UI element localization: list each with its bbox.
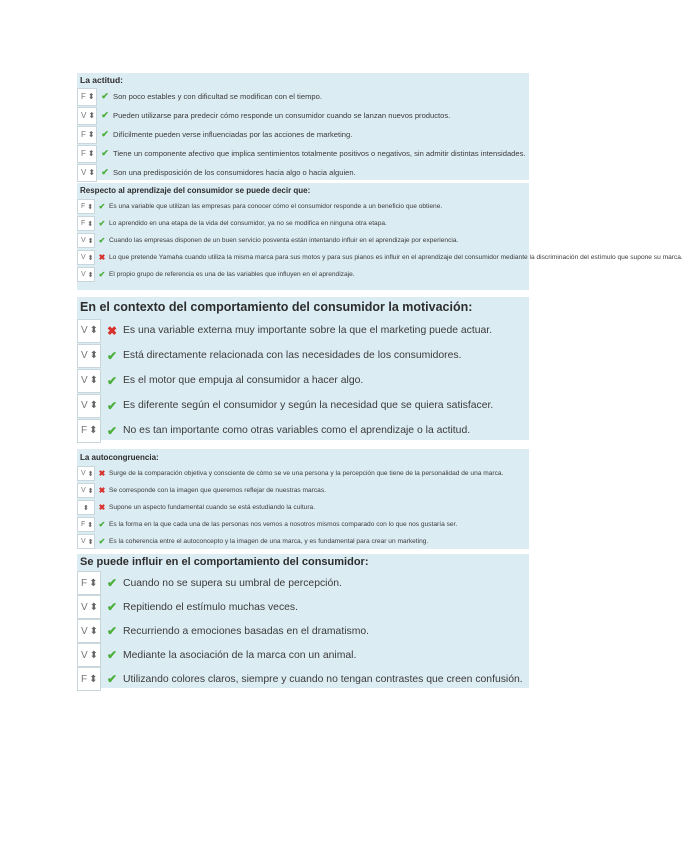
answer-row bbox=[77, 87, 529, 106]
select-value: V bbox=[81, 487, 86, 494]
answer-row bbox=[77, 643, 529, 667]
select-value: F bbox=[81, 577, 88, 589]
select-arrows-icon: ⬍ bbox=[88, 111, 96, 120]
select-arrows-icon: ⬍ bbox=[89, 350, 99, 361]
answer-list bbox=[77, 87, 529, 182]
answer-text: Cuando no se supera su umbral de percepción. bbox=[123, 577, 342, 589]
true-false-select[interactable] bbox=[77, 419, 101, 443]
answer-row bbox=[77, 418, 529, 443]
question-block-autocongruencia bbox=[77, 449, 529, 549]
select-value: V bbox=[81, 168, 87, 177]
answer-row bbox=[77, 215, 529, 232]
true-false-select[interactable] bbox=[77, 595, 101, 619]
answer-text: Tiene un componente afectivo que implica sentimientos totalmente positivos o negativos, sin admitir distintas intensidades. bbox=[113, 149, 526, 158]
answer-list bbox=[77, 318, 529, 443]
check-icon: ✔ bbox=[101, 148, 109, 158]
answer-list bbox=[77, 465, 529, 550]
question-title: Se puede influir en el comportamiento del consumidor: bbox=[80, 556, 369, 568]
question-block-influir bbox=[77, 554, 529, 688]
check-icon: ✔ bbox=[101, 129, 109, 139]
answer-list bbox=[77, 198, 683, 283]
question-title: La actitud: bbox=[80, 75, 123, 85]
check-icon: ✔ bbox=[98, 520, 106, 529]
answer-text: Difícilmente pueden verse influenciadas por las acciones de marketing. bbox=[113, 130, 353, 139]
answer-text: Es una variable que utilizan las empresas para conocer cómo el consumidor responde a un beneficio que obtiene. bbox=[109, 203, 443, 210]
true-false-select[interactable] bbox=[77, 344, 101, 368]
select-value: F bbox=[81, 203, 86, 210]
answer-row bbox=[77, 393, 529, 418]
true-false-select[interactable] bbox=[77, 126, 97, 144]
question-block-aprendizaje bbox=[77, 183, 683, 290]
true-false-select[interactable] bbox=[77, 571, 101, 595]
answer-text: Lo que pretende Yamaha cuando utiliza la misma marca para sus motos y para sus pianos es influir en el aprendizaje del consumidor mediante la discriminación del estímulo que supone su marca. bbox=[109, 254, 683, 261]
check-icon: ✔ bbox=[101, 110, 109, 120]
cross-icon: ✖ bbox=[98, 486, 106, 495]
answer-text: Es la coherencia entre el autoconcepto y la imagen de una marca, y es fundamental para crear un marketing. bbox=[109, 538, 429, 545]
true-false-select[interactable] bbox=[77, 619, 101, 643]
answer-text: El propio grupo de referencia es una de las variables que influyen en el aprendizaje. bbox=[109, 271, 355, 278]
answer-row bbox=[77, 619, 529, 643]
answer-text: No es tan importante como otras variables como el aprendizaje o la actitud. bbox=[123, 425, 471, 436]
check-icon: ✔ bbox=[106, 624, 118, 638]
answer-text: Mediante la asociación de la marca con un animal. bbox=[123, 649, 357, 661]
answer-text: Repitiendo el estímulo muchas veces. bbox=[123, 601, 298, 613]
answer-text: Recurriendo a emociones basadas en el dramatismo. bbox=[123, 625, 370, 637]
answer-text: Es la forma en la que cada una de las personas nos vemos a nosotros mismos comparado con lo que nos gustaría ser. bbox=[109, 521, 458, 528]
answer-row bbox=[77, 533, 529, 550]
question-title: La autocongruencia: bbox=[80, 453, 159, 462]
answer-row bbox=[77, 125, 529, 144]
select-arrows-icon: ⬍ bbox=[87, 271, 94, 279]
check-icon: ✔ bbox=[98, 236, 106, 245]
select-arrows-icon: ⬍ bbox=[87, 203, 94, 211]
check-icon: ✔ bbox=[106, 373, 118, 388]
true-false-select[interactable] bbox=[77, 233, 95, 248]
answer-text: Es el motor que empuja al consumidor a hacer algo. bbox=[123, 375, 364, 386]
check-icon: ✔ bbox=[98, 537, 106, 546]
check-icon: ✔ bbox=[98, 270, 106, 279]
answer-row bbox=[77, 249, 683, 266]
check-icon: ✔ bbox=[98, 202, 106, 211]
answer-text: Se corresponde con la imagen que queremos reflejar de nuestras marcas. bbox=[109, 487, 326, 494]
select-arrows-icon: ⬍ bbox=[87, 487, 94, 495]
true-false-select[interactable] bbox=[77, 88, 97, 106]
answer-row bbox=[77, 144, 529, 163]
select-value: V bbox=[81, 601, 88, 613]
cross-icon: ✖ bbox=[98, 253, 106, 262]
answer-row bbox=[77, 106, 529, 125]
select-arrows-icon: ⬍ bbox=[87, 149, 95, 158]
true-false-select[interactable] bbox=[77, 667, 101, 691]
select-arrows-icon: ⬍ bbox=[89, 375, 99, 386]
select-value: V bbox=[81, 400, 88, 411]
check-icon: ✔ bbox=[106, 576, 118, 590]
true-false-select[interactable] bbox=[77, 534, 95, 549]
select-arrows-icon: ⬍ bbox=[89, 577, 98, 589]
select-value: F bbox=[81, 130, 86, 139]
select-arrows-icon: ⬍ bbox=[83, 504, 89, 512]
true-false-select[interactable] bbox=[77, 145, 97, 163]
true-false-select[interactable] bbox=[77, 483, 95, 498]
true-false-select[interactable] bbox=[77, 369, 101, 393]
true-false-select[interactable] bbox=[77, 394, 101, 418]
answer-text: Pueden utilizarse para predecir cómo responde un consumidor cuando se lanzan nuevos productos. bbox=[113, 111, 451, 120]
answer-row bbox=[77, 232, 529, 249]
answer-text: Es diferente según el consumidor y según la necesidad que se quiera satisfacer. bbox=[123, 400, 494, 411]
answer-text: Lo aprendido en una etapa de la vida del consumidor, ya no se modifica en ninguna otra etapa. bbox=[109, 220, 387, 227]
answer-row bbox=[77, 667, 529, 691]
answer-row bbox=[77, 465, 529, 482]
true-false-select[interactable] bbox=[77, 517, 95, 532]
answer-row bbox=[77, 198, 529, 215]
select-arrows-icon: ⬍ bbox=[87, 237, 94, 245]
answer-row bbox=[77, 499, 529, 516]
answer-text: Supone un aspecto fundamental cuando se está estudiando la cultura. bbox=[109, 504, 316, 511]
select-arrows-icon: ⬍ bbox=[89, 625, 99, 637]
question-title: En el contexto del comportamiento del consumidor la motivación: bbox=[80, 300, 473, 314]
true-false-select[interactable] bbox=[77, 500, 95, 515]
true-false-select[interactable] bbox=[77, 250, 95, 265]
select-arrows-icon: ⬍ bbox=[87, 254, 94, 262]
select-value: V bbox=[81, 111, 87, 120]
check-icon: ✔ bbox=[106, 398, 118, 413]
select-value: V bbox=[81, 254, 86, 261]
select-arrows-icon: ⬍ bbox=[87, 538, 94, 546]
answer-text: Son una predisposición de los consumidores hacia algo o hacia alguien. bbox=[113, 168, 356, 177]
select-value: F bbox=[81, 149, 86, 158]
check-icon: ✔ bbox=[106, 348, 118, 363]
question-block-actitud bbox=[77, 73, 529, 180]
select-arrows-icon: ⬍ bbox=[87, 130, 95, 139]
true-false-select[interactable] bbox=[77, 107, 97, 125]
check-icon: ✔ bbox=[98, 219, 106, 228]
check-icon: ✔ bbox=[106, 648, 118, 662]
answer-row bbox=[77, 343, 529, 368]
check-icon: ✔ bbox=[106, 423, 118, 438]
check-icon: ✔ bbox=[101, 91, 109, 101]
answer-row bbox=[77, 571, 529, 595]
cross-icon: ✖ bbox=[106, 323, 118, 338]
select-arrows-icon: ⬍ bbox=[87, 470, 94, 478]
true-false-select[interactable] bbox=[77, 466, 95, 481]
select-value: V bbox=[81, 538, 86, 545]
question-title: Respecto al aprendizaje del consumidor se puede decir que: bbox=[80, 186, 311, 195]
true-false-select[interactable] bbox=[77, 164, 97, 182]
select-value: F bbox=[81, 425, 88, 436]
select-value: V bbox=[81, 350, 88, 361]
cross-icon: ✖ bbox=[98, 469, 106, 478]
answer-row bbox=[77, 482, 529, 499]
answer-text: Está directamente relacionada con las necesidades de los consumidores. bbox=[123, 350, 462, 361]
answer-row bbox=[77, 163, 529, 182]
select-value: V bbox=[81, 470, 86, 477]
question-block-motivacion bbox=[77, 297, 529, 440]
answer-text: Cuando las empresas disponen de un buen servicio posventa están intentando influir en el aprendizaje por experiencia. bbox=[109, 237, 459, 244]
select-value: F bbox=[81, 673, 88, 685]
answer-text: Son poco estables y con dificultad se modifican con el tiempo. bbox=[113, 92, 322, 101]
answer-text: Es una variable externa muy importante sobre la que el marketing puede actuar. bbox=[123, 325, 493, 336]
select-value: V bbox=[81, 237, 86, 244]
cross-icon: ✖ bbox=[98, 503, 106, 512]
answer-row bbox=[77, 368, 529, 393]
select-value: V bbox=[81, 325, 88, 336]
true-false-select[interactable] bbox=[77, 267, 95, 282]
select-value: V bbox=[81, 625, 88, 637]
select-arrows-icon: ⬍ bbox=[89, 601, 99, 613]
true-false-select[interactable] bbox=[77, 199, 95, 214]
answer-row bbox=[77, 516, 529, 533]
select-value: V bbox=[81, 649, 88, 661]
answer-row bbox=[77, 318, 529, 343]
select-arrows-icon: ⬍ bbox=[87, 92, 95, 101]
select-arrows-icon: ⬍ bbox=[89, 673, 98, 685]
check-icon: ✔ bbox=[106, 672, 118, 686]
answer-text: Surge de la comparación objetiva y consciente de cómo se ve una persona y la percepción que tiene de la personalidad de una marca. bbox=[109, 470, 504, 477]
true-false-select[interactable] bbox=[77, 216, 95, 231]
select-value: F bbox=[81, 521, 86, 528]
select-arrows-icon: ⬍ bbox=[89, 425, 98, 436]
select-arrows-icon: ⬍ bbox=[89, 400, 99, 411]
select-value: F bbox=[81, 220, 86, 227]
select-arrows-icon: ⬍ bbox=[87, 521, 94, 529]
select-arrows-icon: ⬍ bbox=[87, 220, 94, 228]
check-icon: ✔ bbox=[101, 167, 109, 177]
check-icon: ✔ bbox=[106, 600, 118, 614]
select-arrows-icon: ⬍ bbox=[89, 649, 99, 661]
select-arrows-icon: ⬍ bbox=[89, 325, 99, 336]
select-value: F bbox=[81, 92, 86, 101]
true-false-select[interactable] bbox=[77, 319, 101, 343]
select-arrows-icon: ⬍ bbox=[88, 168, 96, 177]
answer-list bbox=[77, 571, 529, 691]
answer-row bbox=[77, 595, 529, 619]
answer-text: Utilizando colores claros, siempre y cuando no tengan contrastes que creen confusión. bbox=[123, 673, 523, 685]
answer-row bbox=[77, 266, 529, 283]
select-value: V bbox=[81, 271, 86, 278]
select-value: V bbox=[81, 375, 88, 386]
true-false-select[interactable] bbox=[77, 643, 101, 667]
